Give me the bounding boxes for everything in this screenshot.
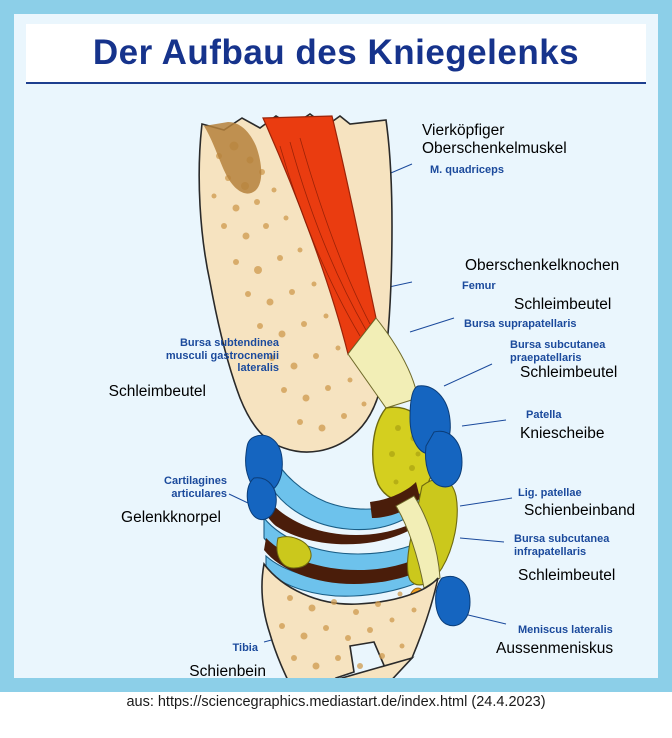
label-bursa-infrapatellaris-latin: Bursa subcutanea infrapatellaris xyxy=(514,533,610,558)
label-patella-german: Kniescheibe xyxy=(520,425,605,442)
label-bursa-subtendinea-latin: Bursa subtendinea musculi gastrocnemii lateralis xyxy=(165,337,279,375)
label-quadriceps-latin: M. quadriceps xyxy=(430,164,504,176)
label-lig-patellae-german: Schienbeinband xyxy=(524,502,636,519)
label-bursa-praepatellaris-german: Schleimbeutel xyxy=(520,364,618,381)
label-femur-latin: Femur xyxy=(462,280,496,292)
label-bursa-subtendinea-german: Schleimbeutel xyxy=(108,383,206,400)
label-cartilagines-latin: Cartilagines articulares xyxy=(164,475,227,500)
label-patella-latin: Patella xyxy=(526,409,562,421)
source-caption: aus: https://sciencegraphics.mediastart.de/index.html (24.4.2023) xyxy=(126,694,546,710)
knee-illustration xyxy=(14,86,658,678)
label-bursa-suprapatellaris-latin: Bursa suprapatellaris xyxy=(464,318,577,330)
knee-anatomy-svg xyxy=(14,86,658,678)
label-femur-german: Oberschenkelknochen xyxy=(465,257,620,274)
label-meniscus-lateralis-latin: Meniscus lateralis xyxy=(518,624,613,636)
label-cartilagines-german: Gelenkknorpel xyxy=(121,509,221,526)
label-meniscus-lateralis-german: Aussenmeniskus xyxy=(496,640,614,657)
bursa-subcutanea-infrapatellaris xyxy=(436,576,470,625)
label-bursa-infrapatellaris-german: Schleimbeutel xyxy=(518,567,616,584)
label-bursa-praepatellaris-latin: Bursa subcutanea praepatellaris xyxy=(510,339,606,364)
poster-inner xyxy=(14,14,658,678)
label-tibia-latin: Tibia xyxy=(232,642,258,654)
page-title: Der Aufbau des Kniegelenks xyxy=(92,33,580,72)
label-tibia-german: Schienbein xyxy=(189,663,266,680)
label-bursa-suprapatellaris-german: Schleimbeutel xyxy=(514,296,612,313)
title-bar xyxy=(26,24,646,84)
bursa-subcutanea-praepatellaris xyxy=(426,431,462,487)
label-lig-patellae-latin: Lig. patellae xyxy=(518,487,582,499)
label-quadriceps-german: Vierköpfiger Oberschenkelmuskel xyxy=(422,122,567,157)
